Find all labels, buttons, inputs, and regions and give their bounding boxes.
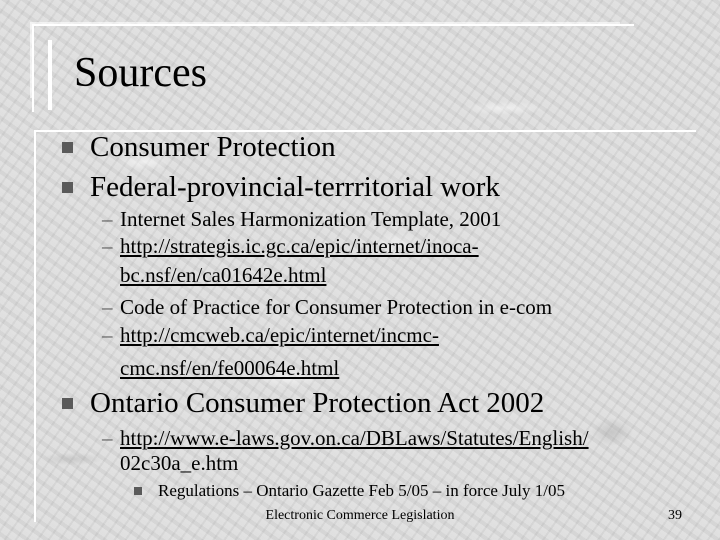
strategis-link-line1[interactable]: http://strategis.ic.gc.ca/epic/internet/inoca- xyxy=(120,234,479,258)
square-bullet-icon xyxy=(62,398,73,409)
sub-sub-bullet-text: Regulations – Ontario Gazette Feb 5/05 – in force July 1/05 xyxy=(158,481,565,500)
cmcweb-link-line1[interactable]: http://cmcweb.ca/epic/internet/incmc- xyxy=(120,323,439,347)
title-frame-accent xyxy=(48,40,52,110)
cmcweb-link-line2[interactable]: cmc.nsf/en/fe00064e.html xyxy=(120,356,340,380)
bullet-text: Federal-provincial-terrritorial work xyxy=(90,171,500,203)
dash-bullet-icon: – xyxy=(102,295,113,319)
strategis-link-line2[interactable]: bc.nsf/en/ca01642e.html xyxy=(120,263,327,287)
dash-bullet-icon: – xyxy=(102,323,113,347)
dash-bullet-icon: – xyxy=(102,207,113,231)
elaws-link-line1[interactable]: http://www.e-laws.gov.on.ca/DBLaws/Statutes/English/ xyxy=(120,426,589,450)
elaws-link-line2: 02c30a_e.htm xyxy=(120,451,239,475)
slide-title: Sources xyxy=(74,50,207,96)
dash-bullet-icon: – xyxy=(102,234,113,258)
dash-bullet-icon: – xyxy=(102,426,113,450)
square-bullet-icon xyxy=(62,142,73,153)
sub-bullet-text: Code of Practice for Consumer Protection in e-com xyxy=(120,295,553,319)
page-number: 39 xyxy=(668,508,682,523)
bullet-text: Ontario Consumer Protection Act 2002 xyxy=(90,387,545,419)
bullet-text: Consumer Protection xyxy=(90,131,336,163)
square-bullet-icon xyxy=(62,182,73,193)
slide-footer: Electronic Commerce Legislation xyxy=(265,508,455,523)
square-bullet-icon xyxy=(134,487,142,495)
sub-bullet-text: Internet Sales Harmonization Template, 2001 xyxy=(120,207,502,231)
